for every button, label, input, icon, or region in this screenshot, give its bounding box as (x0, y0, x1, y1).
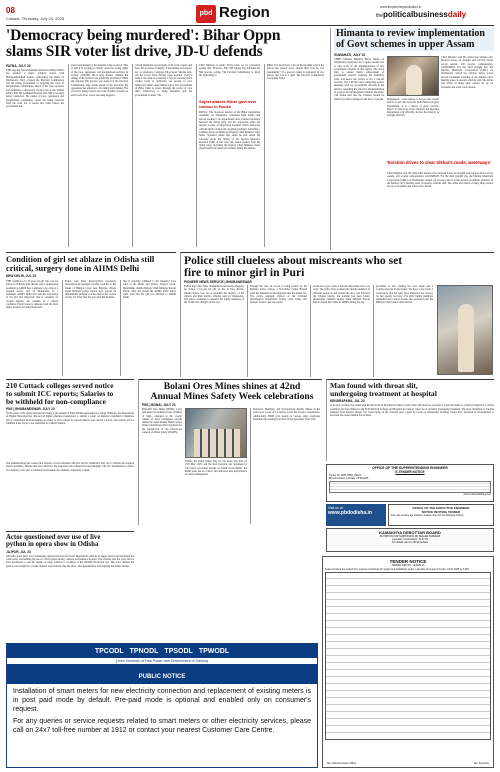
lead-col-1: THE ongoing Special Intensive Revision (SIR) in Bihar has sparked a major political storm, with Mahagathbandhan leaders confronting the NDA on Wednesday. They accused the Election Commission and the ruling government of targeting the votes of marginalised communities ahead of the state elections and demanded a discussion on the issue in the Vidhan Sabha. RJD MLA Mukesh Roshan said, SIR is wrongly being conducted. The names of poor, oppressed, and marginalised community voters are being removed from the voter list. It seems that some where, the government has (6, 69, 64, 109)
website-box-label: Visit us at (328, 506, 343, 510)
center-ad2-line2: Item rate tenders are invited in sealed cover for the following work(s) (391, 514, 464, 517)
masthead (6, 4, 494, 26)
public-notice (6, 643, 318, 768)
himanta-col-1: CHIEF Minister Himanta Biswa Sarma on Wednesday began his tour to upper Assam area to take stock of the implementation of key government schemes in that region. The move aims to ensure timely achievement of government projects targeting the Assembly polls, and hence the review is not a one-off exercise. The CM has been conducting review meetings with top government officials in the districts regarding the effective implementation of projects and development schemes. Recently, CM Sarma said that the schemes should be aimed at positive changes in the lives of people. (334, 58, 384, 101)
actor-headline-1: Actor questioned over use of live (6, 534, 101, 541)
lead-story (6, 28, 324, 250)
aiims-col-1: THE condition of a 15-year-old girl who was set ablaze in Odisha's Puri district and is undergoing treatment at AIIMS here continues to be critical, a hospital source said on Wednesday. In a statement, AIIMS Delhi also said the well-being of the girl had improved. She is currently on oxygen support, but remains in a critical condition. Facial tissue is damaged and the burn injury progress is being monitored. (6, 280, 58, 310)
notice-tagline: (Joint Ventures of Tata Power and Government of Odisha) (115, 659, 209, 663)
man-found-story (326, 379, 494, 461)
puri-headline-2: fire to minor girl in Puri (184, 266, 305, 279)
bolani-col-1: BOLANI Ores Mines (BOM), a key unit under the Odisha Group of Mines of SAIL, emerged as the overall winner of three prestigious awards during the 42nd Annual Mines Safety Week Celebrations 2024 organised for the Jurisdiction of the Directorate General of Mines Safety (DGMS). (142, 408, 182, 435)
notice-text-1: Installation of smart meters for new electricity connection and replacement of existing meters is in post paid mode by default. Pre-paid mode is optional and enabled only on consumer's request. (13, 688, 311, 714)
lead-col-4-wrap (196, 64, 260, 247)
page-number: 08 (6, 6, 15, 15)
center-ad2-line1: NOTICE INVITING TENDER (421, 510, 461, 514)
aiims-col-2: Police said three motorcyclists reportedly intercepted the teenager, forcibly took her to the banks of Bhargavi river near Bayabar village under Balanga police station area, poured an inflammable substance on her, and set her on fire on July 19. They fled the spot after the incident. (62, 280, 116, 376)
himanta-dateline: GUWAHATI, JULY 23 (334, 53, 366, 57)
center-ad-line2: Tender ID: 2025_PWD_89123 (329, 474, 361, 477)
website-box-url[interactable]: www.pbdodisha.in (328, 510, 372, 516)
bolani-col-3: Explosive Handling, and Occupational Health. Mines in the event won a total of 14 awards across the Group Competitions. Additionally, BOM won awards in various other categories including the winning first prize in the Operation Trade Test. (250, 408, 320, 524)
himanta-story (330, 28, 494, 250)
bolani-headline-2: Annual Mines Safety Week celebrations (150, 391, 314, 402)
puri-headline-1: Police still clueless about miscreants who set (184, 254, 403, 267)
notice-title: PUBLIC NOTICE (138, 674, 186, 680)
tender-ad-title: TENDER NOTICE (389, 559, 427, 564)
tender-ad-text: Sealed tenders are invited from reputed contractors for supply and installation works. Last date of receipt of tender: 31.07.2025 by 5 PM. (325, 568, 470, 571)
center-ad2-title: OFFICE OF THE EXECUTIVE ENGINEER (412, 506, 470, 510)
puri-photo (437, 285, 493, 375)
himanta-headline: Himanta to review implementation of Govt schemes in upper Assam (334, 28, 494, 51)
cuttack-dateline: PNS | BHUBANESWAR, JULY 23 (6, 407, 55, 411)
puri-col-2: Though the case on record is being probed by the Balanga police station, a November Crime Branch team has launched an investigation into the matter too. The police engaged officers of the Criminal Investigation Department (CID), cyber crime cell, forensic science and dog squad. (247, 285, 307, 377)
notice-text-2: For any queries or service requests related to smart meters or other electricity services, please call on 24x7 toll-free number at 1912 or contact your nearest Customer Care Centre. (13, 717, 311, 734)
lead-headline-1: 'Democracy being murdered': Bihar Oppn (6, 27, 281, 44)
lead-dateline: PATNA, JULY 23 (6, 64, 31, 68)
himanta-col-3b: Chief Minister said. He added that farmers who incurred losses on drought and eviction drives across Assam, will receive compensation. GUWAHATI: For the third straight day, the Sikchar Municipal Corporation (SMC) on Wednesday carried out eviction drives across several prominent stretches of the Sikchar city's bustling areas. In Assam, officials said. The tables and chairs of many shop owners set up on footpaths and roads were cleared. (387, 172, 493, 189)
brand-tpcodl: TPCODL (94, 647, 124, 655)
man-found-dateline: KENDRAPARA, JUL 23 (330, 399, 365, 404)
kamakhya-ad-line3: For details visit the official website (391, 541, 429, 544)
puri-col-1: FOUR days after three unidentified miscreants allegedly set ablaze a 15-year-old girl on fire in Puri district, Odisha Police was yet to establish the identity of the culprits and their motive, officials said on Wednesday. The police continued to question the family members of the victim and villagers in the area. (184, 285, 244, 305)
notice-title-bar (7, 664, 317, 684)
actor-headline-2: python in opera show in Odisha (6, 541, 99, 549)
masthead-logo: pbd (196, 5, 216, 23)
tender-ad (322, 556, 494, 768)
bolani-headline-1: Bolani Ores Mines shines at 42nd (163, 381, 301, 392)
brand-prefix: the (376, 13, 383, 19)
notice-brand-bar (7, 644, 317, 658)
lead-col-4: Chief Minister is silent. That's what we are protesting against this. However, JDU MP Sanjay Jha defended the SIR process, saying, The Election Commission is doing the right thing in (199, 64, 260, 77)
puri-photo-figure (458, 304, 474, 372)
tender-ad-table (325, 572, 491, 740)
lead-col-2: scared and shaken by the mandate it has received. That is why it is working to merely erase the voting rights of the poor, oppressed, and marginalised sections of society. CPI(ML) MLA Ajay Kumar claimed the timing of the revision was politically motivated. While the ongoing SIR process was started by the Election Commission, only weeks ahead of the elections, the opposition has objected to its timing and framing. The process is being carried out in the months of monsoon and floods. Poor voters are being targeted. (68, 64, 128, 247)
cuttack-story (6, 379, 134, 529)
lead-headline-2: slams SIR voter list drive, JD-U defends (6, 43, 263, 60)
himanta-subhead: 'Eviction drives to clear Sikhar's roads, waterways' (387, 160, 491, 165)
puri-col-4: procedure of also drafting the force made and a scoring exercise in the matter. We have a few leads, I could know that her parts have indicated. Let us pray for her speedy recovery. The girl's family members demanded strict action. People also protested near the Bhargavi river bank in Puri district. (373, 285, 433, 377)
kamakhya-ad (326, 528, 494, 552)
lead-col-4b: PATNA: The monsoon session of the Bihar Legislative Assembly on Wednesday witnessed high drama and uproar, leading to an adjournment after a heated exchange between the ruling party and the opposition. After the session, Leader of Opposition Tejashwi Yadav interacted with the media outside the assembly premises, launching a scathing attack on Nitish and Deputy Chief Minister Vijay Sinha. Tejashwi asked that while he had raised his concerns about the timing of the Special Intensive Revision (SIR) of the voter list, senior leaders from the ruling party, including the Deputy Chief Minister, made objectionable and indecent remarks during his address. (199, 111, 260, 151)
kamakhya-ad-title: KAMAKHYA DEBOTTAR BOARD (379, 530, 441, 535)
cuttack-headline-2: to submit ICC reports; Salaries to (6, 389, 114, 398)
actor-col-1: AN Odia opera party actor Wednesday appeared before the Forest Department officials in Jajpur district and explained the controversy surrounding the use of a live python during a theatre performance in April. The officials said the actor did not have permission to use the reptile on stage, which is a violation of the Wildlife Protection Act. The actor claimed the python was brought by a snake charmer and returned after the show. The department is investigating the matter further. (6, 554, 134, 568)
himanta-photo (387, 56, 439, 96)
bolani-dateline: PNS | BONAI, JULY 23 (142, 403, 176, 407)
actor-dateline: JAJPUR, JUL 23 (6, 549, 31, 554)
lead-subhead: Sujeet attacks Bihar govt over rumour in House (199, 99, 257, 109)
brand-tpnodl: TPNODL (129, 647, 159, 655)
tender-ad-ref: TENDER REF NO: 12/2025-26 (391, 564, 425, 567)
bolani-col-2: Earlier, the Zonal Safety Day for the event was held on 27th May 2025, and the final function was organised by Tata Steel. Accepting awards on behalf of the Mines, the BOM team put on a show and delivered best performance in safety management. (185, 460, 247, 477)
kamakhya-ad-line2: Last date of submission: 31.07.25 (392, 538, 428, 541)
bolani-photo (185, 408, 247, 458)
aiims-story (6, 252, 176, 377)
puri-col-3: all efforts to get a clue to nab the miscreants, but to no avail. The police have scanned the mobile numbers of different people in and around the area, and followed the villages nearby, but nothing has been found. Meanwhile, Odisha's Deputy Chief Minister Pravati Parida visited the victim in AIIMS during the day. (310, 285, 370, 377)
kamakhya-ad-line1: INVITATION FOR SUBMISSION OF SEALED TENDERS (379, 535, 441, 538)
lead-col-5: Bihar. You need fewer votes in the morning even if the person has passed away, should their vote be cast fraudulently? If a person's name is registered in two places, one vote is a right. The Election Commission is stopping fraud. (264, 64, 324, 247)
website-url[interactable]: www.thepioneerpublication.in (380, 5, 422, 9)
actor-story (6, 531, 134, 641)
center-tender-ad (326, 464, 494, 502)
aiims-headline-2: critical, surgery done in AIIMS Delhi (6, 264, 140, 273)
center-tender-ad-2 (388, 504, 494, 526)
cuttack-col-1: IN the wake of the recent incident involving a girl student of Fakir Mohan Autonomous College, Balasore, the Department of Higher Education has directed all higher education institutions to submit a report on Internal Complaints Committee (ICC) constitution and functioning. As many as 210 colleges in Cuttack district were served a notice, and salaries will be withheld if the report is not submitted in a timely fashion. (6, 412, 134, 425)
himanta-photo-figure (406, 65, 422, 95)
aiims-dateline: NEW DELHI, JUL 23 (6, 274, 37, 278)
aiims-headline-1: Condition of girl set ablaze in Odisha still (6, 255, 155, 264)
tender-ad-footer-left: Sd/- Chief Executive Officer (327, 762, 357, 765)
cuttack-col-2: The administration has warned that salaries of non-compliant officials will be withheld if they fail to furnish the required reports promptly. Despite this strict directive, the response from colleges has been sluggish. The ICC mechanism is critical for ensuring a safe and accountable environment for students, especially women. (6, 462, 134, 472)
center-ad-line3: Bid submission end date: 05.08.2025 (329, 477, 369, 480)
himanta-col-3: Chief Minister said. He added that farmers who incurred losses on drought and eviction drives across Assam, will receive compensation. GUWAHATI: For the third straight day, the Sikchar Municipal Corporation (SMC) on Wednesday carried out eviction drives across several prominent stretches of the Sikchar city's bustling areas. In Assam, officials said. The tables and chairs of many shop owners set up on footpaths and roads were cleared. (441, 56, 493, 89)
man-found-headline-2: undergoing treatment at hospital (330, 389, 437, 399)
aiims-col-3: She is currently admitted to the Intensive Care Unit of the Burns and Plastic Surgery block. Meanwhile, Odisha Deputy Chief Minister Pravati Parida, after she visited the AIIMS burns injury team, said that the girl was airlifted to AIIMS Delhi. (120, 280, 176, 376)
puri-story (180, 252, 494, 377)
bolani-story (138, 379, 322, 525)
brand-name (376, 10, 466, 19)
cuttack-headline-3: be withheld for non-compliance (6, 397, 106, 406)
center-ad-title: OFFICE OF THE SUPERINTENDING ENGINEER (372, 466, 448, 470)
section-title: Region (219, 4, 270, 21)
man-found-headline-1: Man found with throat slit, (330, 381, 418, 390)
center-ad-footer[interactable]: www.tendersodisha.gov.in (463, 493, 491, 496)
lead-col-3: current shameless government, both at the Centre and here, has no sense of dignity. It has neither self-respect nor a conscience. Congress MLA Ajeet Sharma said, All the issues have already been decided. Today's issue is the same as yesterday's. We are wearing black clothes today to symbolise our protest to save democracy, RJD's Arun Mehta stated. The government of Bihar came to power through the power of vote theft. Democracy is being murdered and the government is silent. The (132, 64, 192, 247)
bolani-photo-group (194, 429, 240, 457)
brand-tpwodl: TPWODL (198, 647, 230, 655)
website-box (326, 504, 386, 526)
puri-dateline: PIONEER NEWS SERVICE | BHUBANESWAR (184, 280, 252, 284)
brand-main: politicalbusiness (382, 10, 448, 19)
brand-tpsodl: TPSODL (164, 647, 193, 655)
tender-ad-footer-right: Sd/- Secretary (473, 762, 489, 765)
cuttack-headline-1: 210 Cuttack colleges served notice (6, 381, 114, 390)
center-ad-line1: E-TENDER NOTICE (395, 470, 425, 474)
man-found-col-1: A 43-year-old man was found with his throat slit in Kendrapara district, police said. The man was rescued by locals and taken to a nearby hospital in a critical condition and later shifted to the SCB Medical College and Hospital in Cuttack, where he is currently undergoing treatment. The man, identified as Sarojini Samanta from Kusuni village, was found lying on the roadside near a pond by locals on Wednesday morning. Police have launched an investigation to ascertain the reason behind the incident. (330, 404, 494, 418)
city-date: Cuttack, Thursday, July 24, 2025 (6, 16, 65, 21)
center-ad-table (329, 481, 491, 493)
himanta-col-2: Bongaigaon - from remote to 42 per cent overall deficit, as per data from the India Meteorological Department. It is a matter of great concern. Board. To take note of the situation, the Revenue Department will officially declare the districts as drought-affected. (387, 98, 439, 118)
brand-suffix: daily (447, 10, 467, 19)
